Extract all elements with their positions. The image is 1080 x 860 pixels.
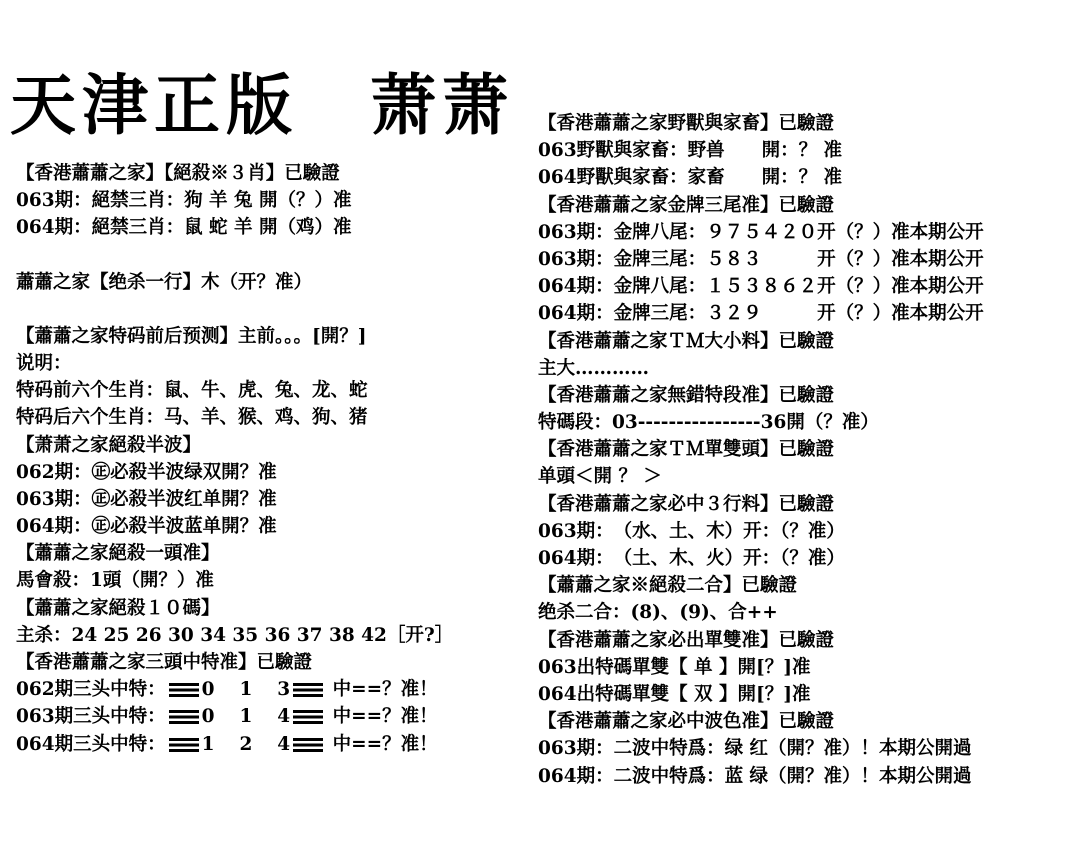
text-line: 特碼段：03----------------36開（？准） — [538, 412, 879, 434]
text-line: 064期：㊣必殺半波蓝单開？准 — [16, 516, 277, 538]
text-line: 【香港蕭蕭之家三頭中特准】已驗證 — [16, 652, 313, 673]
tetou-b: 2 — [239, 733, 253, 755]
text-line: 064期：絕禁三肖：鼠 蛇 羊 開（鸡）准 — [16, 217, 352, 239]
tetou-a: 0 — [201, 706, 215, 728]
text-line: 【香港蕭蕭之家野獸與家畜】已驗證 — [538, 113, 835, 134]
text-line: 064期： （土、木、火）开：（？准） — [538, 548, 845, 569]
text-line: 馬會殺：1頭（開？）准 — [16, 570, 214, 592]
text-line: 【香港蕭蕭之家ＴＭ單雙頭】已驗證 — [538, 439, 835, 461]
text-line: 单頭＜開 ？ ＞ — [538, 466, 662, 488]
tetou-line — [16, 703, 516, 730]
text-line: 064期：二波中特爲：蓝 绿（開？准）！本期公開過 — [538, 765, 972, 787]
text-line: 特码前六个生肖：鼠、牛、虎、兔、龙、蛇 — [16, 380, 368, 402]
text-line: 【蕭蕭之家絕殺１０碼】 — [16, 597, 220, 619]
bar-symbol — [169, 710, 199, 724]
tetou-line — [16, 676, 516, 703]
bar-symbol — [293, 683, 323, 697]
text-line: 【香港蕭蕭之家無錯特段准】已驗證 — [538, 384, 835, 406]
tetou-b: 1 — [239, 706, 253, 728]
text-line: 【蕭蕭之家※絕殺二合】已驗證 — [538, 575, 798, 597]
page-title: 天津正版 萧萧 — [10, 66, 514, 144]
text-line: 【萧萧之家絕殺半波】 — [16, 434, 202, 456]
tetou-c: 4 — [277, 706, 291, 728]
text-line: 064出特碼單雙【 双 】開[？]准 — [538, 683, 811, 705]
text-line: 特码后六个生肖：马、羊、猴、鸡、狗、猪 — [16, 407, 368, 429]
tetou-tail: 中==？准！ — [332, 706, 438, 728]
bar-symbol — [293, 738, 323, 752]
text-line: 【蕭蕭之家特码前后预测】主前。。。[開？] — [16, 325, 367, 347]
text-line: 绝杀二合：(8)、(9)、合++ — [538, 602, 778, 624]
text-line: 【香港蕭蕭之家必出單雙准】已驗證 — [538, 629, 835, 651]
tetou-line — [16, 731, 516, 758]
text-line: 063期：絕禁三肖：狗 羊 兔 開（？）准 — [16, 190, 352, 212]
text-line: 063期：金牌三尾：５８３ 开（？）准本期公开 — [538, 248, 984, 270]
text-line: 064期：金牌三尾：３２９ 开（？）准本期公开 — [538, 303, 984, 325]
left-column — [16, 160, 516, 758]
tetou-label: 063期三头中特： — [16, 706, 166, 728]
text-line: 【香港蕭蕭之家必中波色准】已驗證 — [538, 711, 835, 733]
text-line: 说明： — [16, 352, 72, 374]
tetou-c: 4 — [277, 733, 291, 755]
text-line: 062期：㊣必殺半波绿双開？准 — [16, 461, 277, 483]
bar-symbol — [169, 738, 199, 752]
bar-symbol — [293, 710, 323, 724]
text-line: 063野獸與家畜：野兽 開：？ 准 — [538, 140, 843, 162]
tetou-a: 1 — [201, 733, 215, 755]
bar-symbol — [169, 683, 199, 697]
tetou-b: 1 — [239, 679, 253, 701]
text-line: 063期：㊣必殺半波红单開？准 — [16, 488, 277, 510]
text-line: 【蕭蕭之家絕殺一頭准】 — [16, 543, 220, 565]
right-column — [538, 110, 1068, 790]
text-line: 【香港蕭蕭之家金牌三尾准】已驗證 — [538, 194, 835, 216]
tetou-tail: 中==？准！ — [332, 733, 438, 755]
tetou-label: 062期三头中特： — [16, 679, 166, 701]
tetou-label: 064期三头中特： — [16, 733, 166, 755]
text-line: 064期：金牌八尾：１５３８６２开（？）准本期公开 — [538, 276, 984, 298]
text-line: 主大………… — [538, 357, 650, 379]
text-line: 063期： （水、土、木）开：（？准） — [538, 520, 845, 542]
text-line: 064野獸與家畜：家畜 開：？ 准 — [538, 167, 843, 189]
text-line: 063期：金牌八尾：９７５４２０开（？）准本期公开 — [538, 221, 984, 243]
text-line: 【香港蕭蕭之家】【絕殺※３肖】已驗證 — [16, 163, 340, 184]
tetou-a: 0 — [201, 679, 215, 701]
text-line: 蕭蕭之家【绝杀一行】木（开？准） — [16, 271, 313, 293]
tetou-tail: 中==？准！ — [332, 679, 438, 701]
text-line: 063期：二波中特爲：绿 红（開？准）！本期公開過 — [538, 738, 972, 760]
text-line: 主杀：24 25 26 30 34 35 36 37 38 42［开?］ — [16, 624, 454, 646]
text-line: 063出特碼單雙【 单 】開[？]准 — [538, 656, 811, 678]
text-line: 【香港蕭蕭之家必中３行料】已驗證 — [538, 493, 835, 515]
text-line: 【香港蕭蕭之家ＴＭ大小料】已驗證 — [538, 330, 835, 352]
tetou-c: 3 — [277, 679, 291, 701]
